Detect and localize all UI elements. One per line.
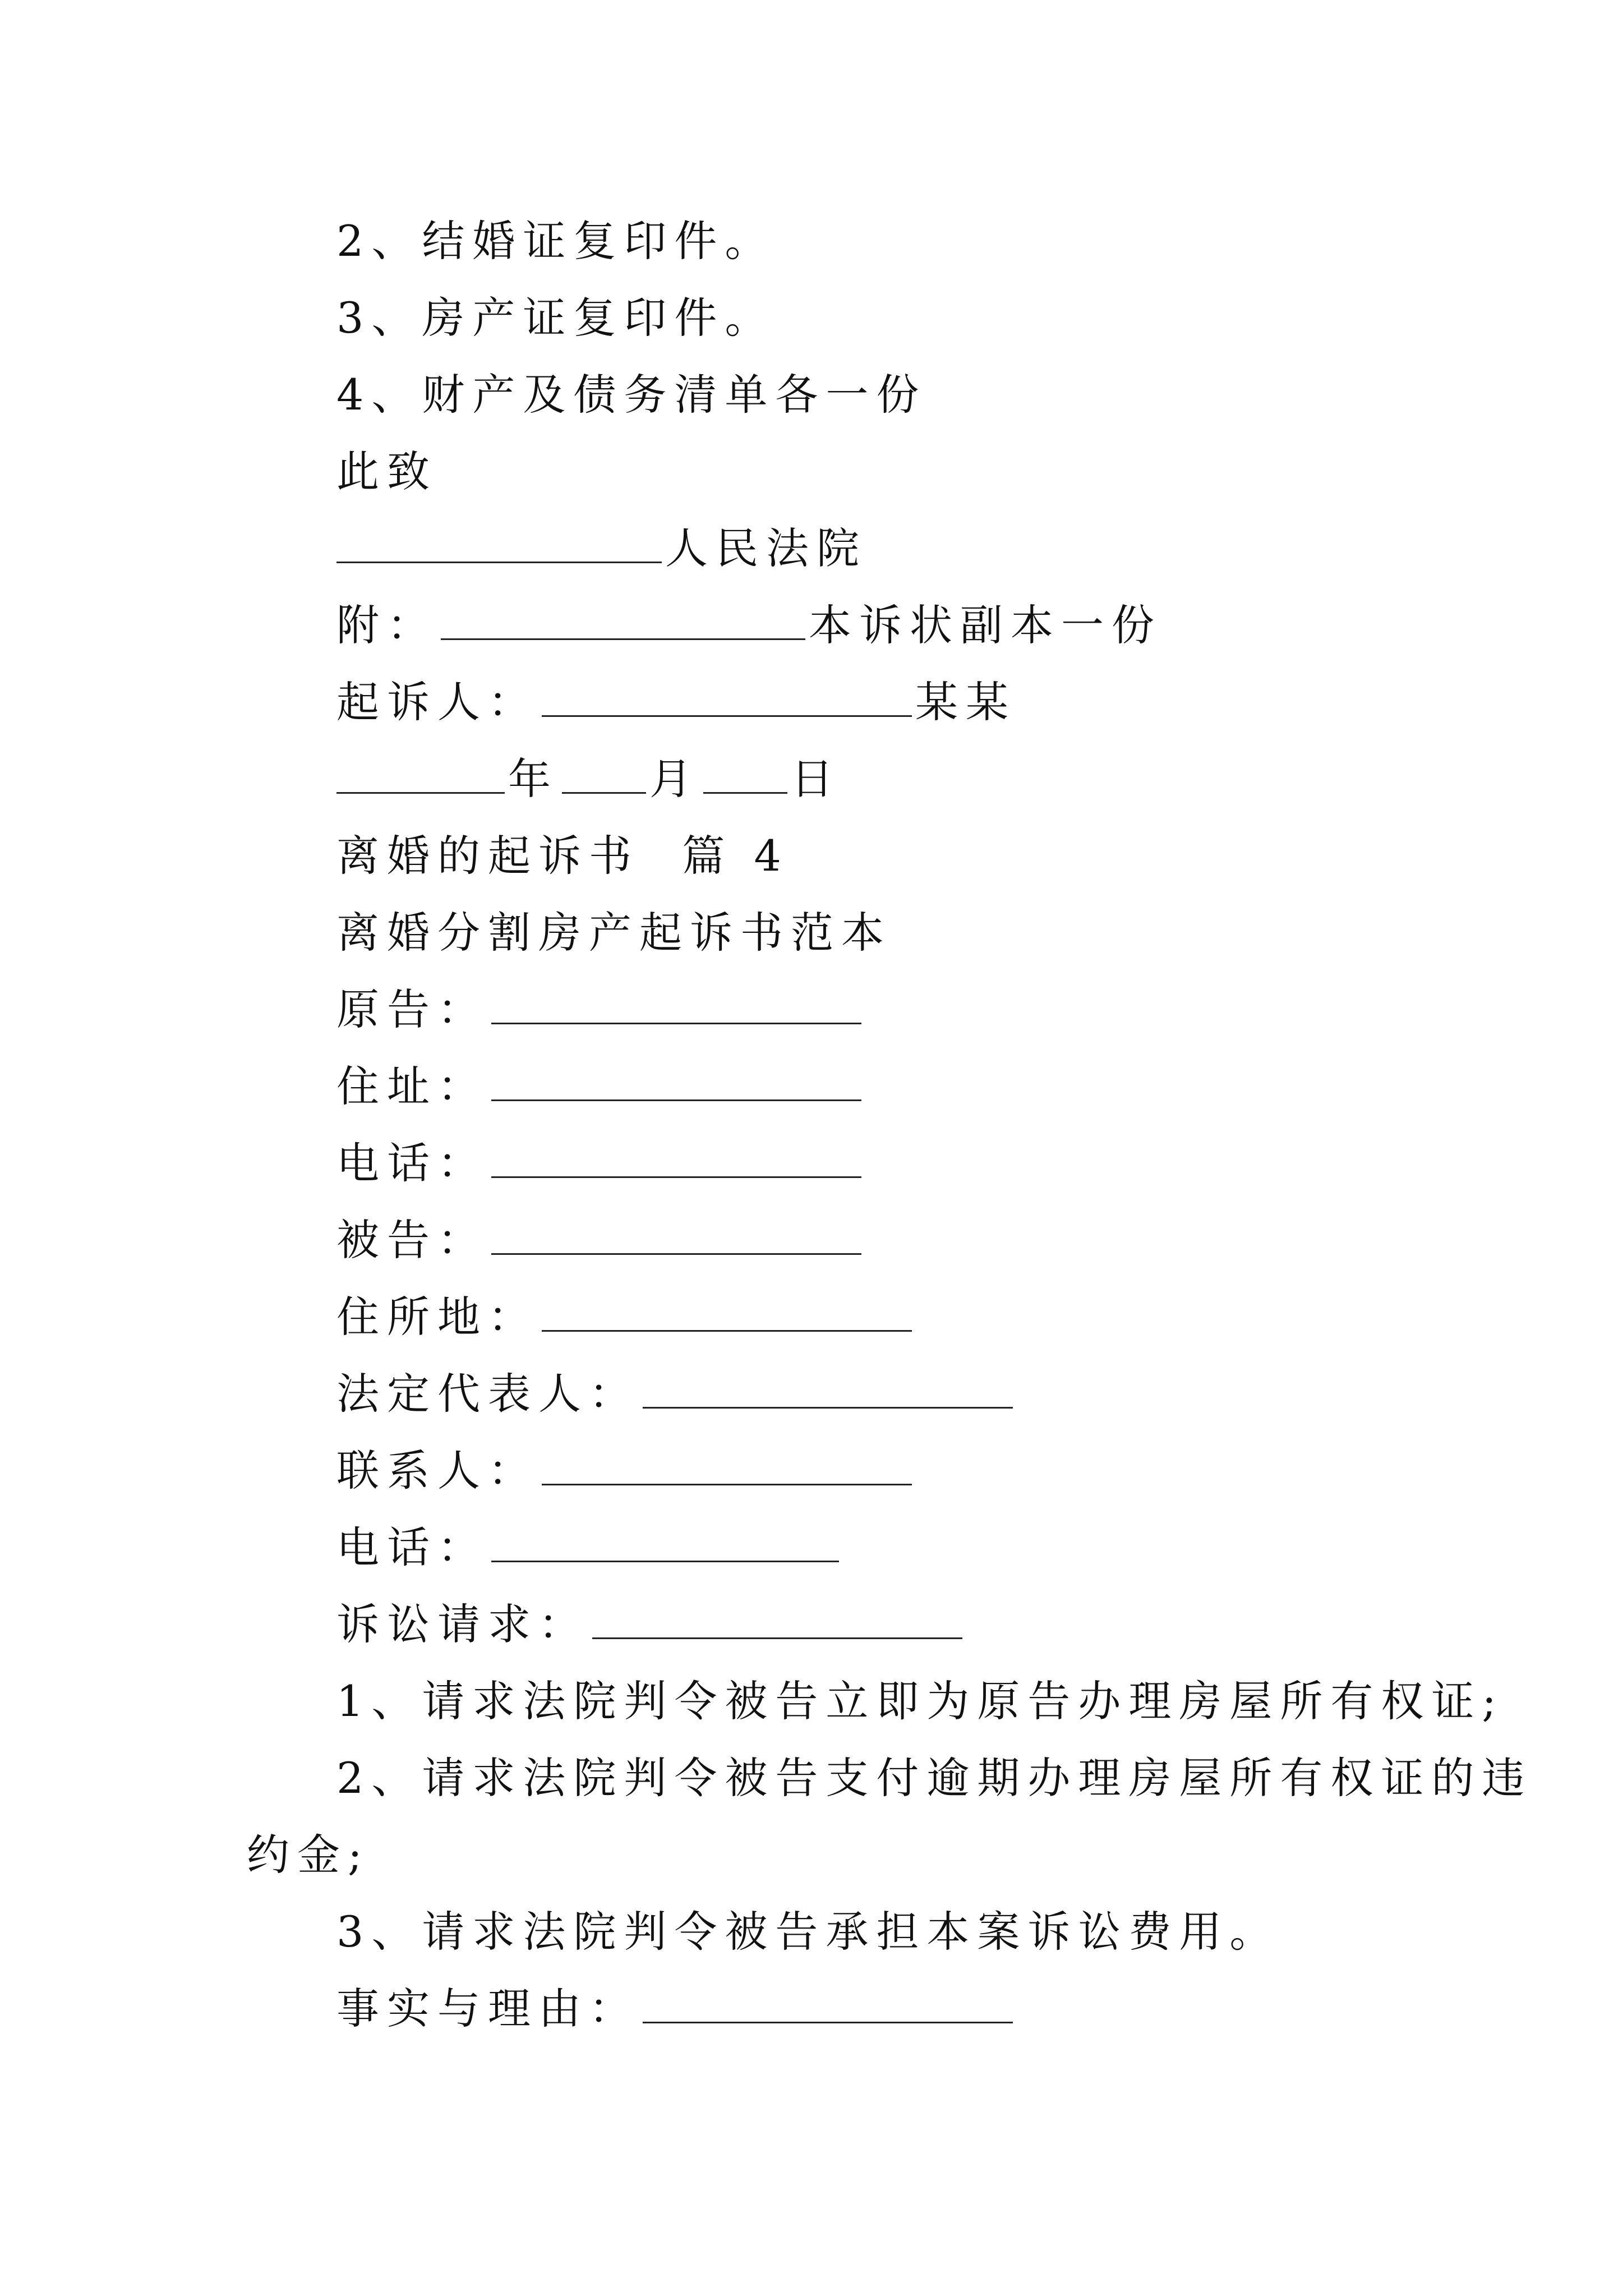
contact-label: 联系人： [336,1446,538,1496]
claims-field [336,1596,966,1653]
address-field [336,1059,865,1115]
contact-field [336,1443,915,1499]
court-line [336,521,867,577]
address-input[interactable] [491,1060,861,1101]
salutation: 此致 [336,447,437,496]
facts-input[interactable] [643,1982,1013,2023]
claim-2-continued: 约金; [247,1830,370,1880]
phone2-field [336,1520,842,1576]
claim-1: 1、请求法院判令被告立即为原告办理房屋所有权证; [336,1676,1504,1726]
plaintiff-label: 原告： [336,984,488,1034]
plaintiff-signature-label: 起诉人： [336,677,538,727]
contact-input[interactable] [542,1444,912,1485]
address-label: 住址： [336,1061,488,1111]
phone2-label: 电话： [336,1522,488,1572]
claim-2: 2、请求法院判令被告支付逾期办理房屋所有权证的违 [336,1753,1533,1803]
facts-label: 事实与理由： [336,1984,639,2033]
copy-blank[interactable] [441,599,805,640]
date-line [336,751,841,807]
year-label: 年 [508,754,559,804]
attachment-item-3: 3、房产证复印件。 [336,293,776,343]
copy-prefix: 附： [336,600,437,650]
year-blank[interactable] [336,753,505,794]
day-label: 日 [791,754,841,804]
legal-rep-field [336,1366,1016,1422]
plaintiff-signature-blank[interactable] [542,676,912,717]
month-label: 月 [649,754,700,804]
phone-input[interactable] [491,1137,861,1178]
month-blank[interactable] [562,753,646,794]
defendant-field [336,1212,865,1268]
plaintiff-signature-name: 某某 [915,677,1016,727]
plaintiff-input[interactable] [491,983,861,1024]
residence-field [336,1289,915,1345]
facts-field [336,1981,1016,2037]
residence-input[interactable] [542,1291,912,1332]
phone-field [336,1135,865,1191]
section-title: 离婚分割房产起诉书范本 [336,908,892,958]
claims-label: 诉讼请求： [336,1599,589,1649]
day-blank[interactable] [703,753,787,794]
copy-line [336,597,1162,654]
attachment-item-2: 2、结婚证复印件。 [336,216,776,266]
attachment-item-4: 4、财产及债务清单各一份 [336,370,927,420]
court-name-blank[interactable] [336,522,662,563]
plaintiff-signature-line [336,674,1016,730]
plaintiff-field [336,982,865,1038]
defendant-input[interactable] [491,1214,861,1255]
residence-label: 住所地： [336,1292,538,1342]
claim-3: 3、请求法院判令被告承担本案诉讼费用。 [336,1907,1280,1957]
legal-rep-input[interactable] [643,1368,1013,1409]
legal-rep-label: 法定代表人： [336,1369,639,1419]
defendant-label: 被告： [336,1215,488,1265]
section-heading: 离婚的起诉书 篇 4 [336,831,789,881]
court-label: 人民法院 [665,523,867,573]
phone-label: 电话： [336,1138,488,1188]
phone2-input[interactable] [491,1521,839,1562]
copy-suffix: 本诉状副本一份 [809,600,1162,650]
claims-input[interactable] [592,1598,962,1639]
